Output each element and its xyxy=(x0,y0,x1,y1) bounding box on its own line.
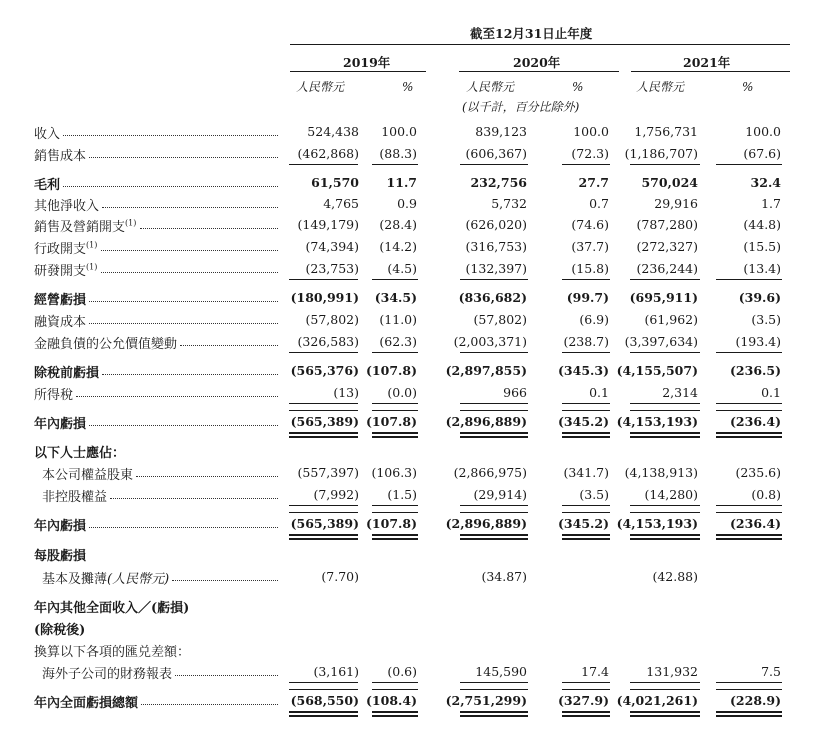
cell-value: (2,003,371) xyxy=(453,334,527,349)
total-rule xyxy=(630,410,700,411)
cell-value: (7.70) xyxy=(321,569,359,584)
total-rule xyxy=(289,164,358,165)
double-underline xyxy=(289,711,358,713)
cell-value: (3.5) xyxy=(579,487,609,502)
double-underline xyxy=(460,436,528,438)
cell-value: (565,389) xyxy=(290,516,359,531)
double-underline xyxy=(289,432,358,434)
total-rule xyxy=(630,512,700,513)
total-rule xyxy=(630,689,700,690)
cell-value: (13) xyxy=(333,385,359,400)
cell-value: (67.6) xyxy=(743,146,781,161)
row-label: 毛利 xyxy=(34,178,61,193)
cell-value: (72.3) xyxy=(571,146,609,161)
cell-value: (565,389) xyxy=(290,414,359,429)
dot-leader xyxy=(141,704,278,705)
cell-value: (0.0) xyxy=(387,385,417,400)
total-rule xyxy=(289,512,358,513)
cell-value: (14.2) xyxy=(379,239,417,254)
cell-value: (836,682) xyxy=(458,290,527,305)
dot-leader xyxy=(175,675,278,676)
total-rule xyxy=(460,164,528,165)
dot-leader xyxy=(89,157,278,158)
cell-value: (2,866,975) xyxy=(453,465,527,480)
row-label: 年內其他全面收入／(虧損) xyxy=(34,601,190,616)
row-label: 經營虧損 xyxy=(34,293,87,308)
cell-value: 966 xyxy=(503,385,527,400)
double-underline xyxy=(630,432,700,434)
cell-value: (39.6) xyxy=(738,290,781,305)
total-rule xyxy=(562,164,610,165)
total-rule xyxy=(460,410,528,411)
currency-2021: 人民幣元 xyxy=(636,80,685,94)
cell-value: (2,896,889) xyxy=(445,516,527,531)
cell-value: (106.3) xyxy=(371,465,417,480)
total-rule xyxy=(562,689,610,690)
cell-value: (4,021,261) xyxy=(616,693,698,708)
cell-value: (57,802) xyxy=(473,312,527,327)
cell-value: 29,916 xyxy=(654,196,698,211)
total-rule xyxy=(562,352,610,353)
cell-value: (4.5) xyxy=(387,261,417,276)
cell-value: 7.5 xyxy=(761,664,781,679)
cell-value: 524,438 xyxy=(307,124,359,139)
total-rule xyxy=(372,689,418,690)
cell-value: 0.1 xyxy=(589,385,609,400)
cell-value: (238.7) xyxy=(563,334,609,349)
cell-value: (236.4) xyxy=(730,516,781,531)
cell-value: 27.7 xyxy=(578,175,609,190)
row-label: 研發開支$^{(1)}$ xyxy=(34,262,98,279)
double-underline xyxy=(630,538,700,540)
total-rule xyxy=(372,512,418,513)
cell-value: (235.6) xyxy=(735,465,781,480)
period-header: 截至12月31日止年度 xyxy=(470,26,593,41)
double-underline xyxy=(630,436,700,438)
year-2021-rule xyxy=(631,71,790,72)
cell-value: (787,280) xyxy=(636,217,698,232)
double-underline xyxy=(562,436,610,438)
row-label: 年內虧損 xyxy=(34,519,87,534)
cell-value: (15.8) xyxy=(571,261,609,276)
label-unit: (人民幣元) xyxy=(107,572,170,587)
cell-value: (13.4) xyxy=(743,261,781,276)
total-rule xyxy=(460,403,528,404)
cell-value: (34.5) xyxy=(374,290,417,305)
total-rule xyxy=(460,352,528,353)
row-label: 年內全面虧損總額 xyxy=(34,696,139,711)
cell-value: 131,932 xyxy=(646,664,698,679)
double-underline xyxy=(372,432,418,434)
footnote-marker: (1) xyxy=(125,218,137,228)
cell-value: (626,020) xyxy=(465,217,527,232)
cell-value: (1.5) xyxy=(387,487,417,502)
cell-value: 100.0 xyxy=(381,124,417,139)
total-rule xyxy=(716,352,782,353)
cell-value: (29,914) xyxy=(473,487,527,502)
total-rule xyxy=(289,279,358,280)
cell-value: (345.3) xyxy=(558,363,609,378)
double-underline xyxy=(716,711,782,713)
cell-value: (61,962) xyxy=(644,312,698,327)
dot-leader xyxy=(89,425,278,426)
dot-leader xyxy=(172,580,278,581)
dot-leader xyxy=(102,374,278,375)
row-label: 收入 xyxy=(34,127,61,142)
row-label: 銷售成本 xyxy=(34,149,87,164)
total-rule xyxy=(716,164,782,165)
total-rule xyxy=(460,512,528,513)
dot-leader xyxy=(101,250,278,251)
total-rule xyxy=(289,689,358,690)
cell-value: (23,753) xyxy=(305,261,359,276)
cell-value: 232,756 xyxy=(470,175,527,190)
double-underline xyxy=(460,432,528,434)
cell-value: 839,123 xyxy=(475,124,527,139)
cell-value: (0.8) xyxy=(751,487,781,502)
double-underline xyxy=(372,534,418,536)
dot-leader xyxy=(180,345,278,346)
total-rule xyxy=(372,403,418,404)
cell-value: (57,802) xyxy=(305,312,359,327)
dot-leader xyxy=(136,476,278,477)
cell-value: (568,550) xyxy=(290,693,359,708)
total-rule xyxy=(562,410,610,411)
cell-value: 0.9 xyxy=(397,196,417,211)
row-label: 換算以下各項的匯兑差額： xyxy=(34,645,191,660)
total-rule xyxy=(289,410,358,411)
cell-value: (62.3) xyxy=(379,334,417,349)
total-rule xyxy=(716,689,782,690)
dot-leader xyxy=(140,228,278,229)
row-label: 金融負債的公允價值變動 xyxy=(34,337,178,352)
row-label: 年內虧損 xyxy=(34,417,87,432)
cell-value: (107.8) xyxy=(366,414,417,429)
total-rule xyxy=(372,164,418,165)
total-rule xyxy=(460,689,528,690)
cell-value: 570,024 xyxy=(641,175,698,190)
cell-value: (236.4) xyxy=(730,414,781,429)
percent-2020: % xyxy=(572,80,584,94)
year-2019-header: 2019年 xyxy=(343,55,391,70)
cell-value: (37.7) xyxy=(571,239,609,254)
year-2021-header: 2021年 xyxy=(683,55,731,70)
total-rule xyxy=(630,505,700,506)
cell-value: 5,732 xyxy=(491,196,527,211)
total-rule xyxy=(716,682,782,683)
cell-value: (74,394) xyxy=(305,239,359,254)
cell-value: (695,911) xyxy=(629,290,698,305)
double-underline xyxy=(562,715,610,717)
header-rule xyxy=(290,44,790,45)
cell-value: 100.0 xyxy=(573,124,609,139)
cell-value: (3.5) xyxy=(751,312,781,327)
double-underline xyxy=(460,711,528,713)
cell-value: (1,186,707) xyxy=(624,146,698,161)
cell-value: (326,583) xyxy=(297,334,359,349)
cell-value: (108.4) xyxy=(366,693,417,708)
cell-value: (228.9) xyxy=(730,693,781,708)
dot-leader xyxy=(76,396,278,397)
dot-leader xyxy=(63,135,278,136)
cell-value: (4,138,913) xyxy=(624,465,698,480)
cell-value: 4,765 xyxy=(323,196,359,211)
cell-value: (4,153,193) xyxy=(616,516,698,531)
dot-leader xyxy=(89,323,278,324)
total-rule xyxy=(716,512,782,513)
total-rule xyxy=(716,279,782,280)
cell-value: (88.3) xyxy=(379,146,417,161)
cell-value: (606,367) xyxy=(465,146,527,161)
cell-value: 32.4 xyxy=(750,175,781,190)
cell-value: (345.2) xyxy=(558,414,609,429)
total-rule xyxy=(460,279,528,280)
total-rule xyxy=(716,410,782,411)
dot-leader xyxy=(89,301,278,302)
row-label: 其他淨收入 xyxy=(34,199,100,214)
row-label: 融資成本 xyxy=(34,315,87,330)
total-rule xyxy=(716,403,782,404)
cell-value: 0.7 xyxy=(589,196,609,211)
cell-value: (42.88) xyxy=(652,569,698,584)
row-label: 除稅前虧損 xyxy=(34,366,100,381)
double-underline xyxy=(372,538,418,540)
row-label: (除稅後) xyxy=(34,623,86,638)
double-underline xyxy=(562,534,610,536)
total-rule xyxy=(289,505,358,506)
row-label: 非控股權益 xyxy=(42,490,108,505)
double-underline xyxy=(630,715,700,717)
cell-value: (462,868) xyxy=(297,146,359,161)
cell-value: 1.7 xyxy=(761,196,781,211)
double-underline xyxy=(716,715,782,717)
cell-value: (2,897,855) xyxy=(445,363,527,378)
total-rule xyxy=(562,403,610,404)
row-label: 行政開支$^{(1)}$ xyxy=(34,240,98,257)
double-underline xyxy=(289,534,358,536)
cell-value: (565,376) xyxy=(290,363,359,378)
cell-value: (99.7) xyxy=(566,290,609,305)
cell-value: (327.9) xyxy=(558,693,609,708)
year-2019-rule xyxy=(290,71,426,72)
cell-value: (2,751,299) xyxy=(445,693,527,708)
total-rule xyxy=(460,505,528,506)
cell-value: (3,161) xyxy=(313,664,359,679)
total-rule xyxy=(630,164,700,165)
cell-value: (6.9) xyxy=(579,312,609,327)
total-rule xyxy=(372,410,418,411)
total-rule xyxy=(562,682,610,683)
total-rule xyxy=(630,352,700,353)
cell-value: (2,896,889) xyxy=(445,414,527,429)
total-rule xyxy=(372,505,418,506)
total-rule xyxy=(372,352,418,353)
double-underline xyxy=(289,436,358,438)
double-underline xyxy=(372,436,418,438)
cell-value: 17.4 xyxy=(581,664,609,679)
cell-value: (4,153,193) xyxy=(616,414,698,429)
double-underline xyxy=(562,432,610,434)
cell-value: 145,590 xyxy=(475,664,527,679)
percent-2021: % xyxy=(742,80,754,94)
cell-value: (557,397) xyxy=(297,465,359,480)
row-label: 基本及攤薄(人民幣元) xyxy=(42,572,170,587)
cell-value: (0.6) xyxy=(387,664,417,679)
cell-value: (107.8) xyxy=(366,516,417,531)
cell-value: (3,397,634) xyxy=(624,334,698,349)
footnote-marker: (1) xyxy=(86,240,98,250)
double-underline xyxy=(716,432,782,434)
currency-2019: 人民幣元 xyxy=(296,80,345,94)
row-label: 銷售及營銷開支$^{(1)}$ xyxy=(34,218,137,235)
cell-value: (28.4) xyxy=(379,217,417,232)
dot-leader xyxy=(101,272,278,273)
total-rule xyxy=(289,403,358,404)
cell-value: (15.5) xyxy=(743,239,781,254)
currency-2020: 人民幣元 xyxy=(466,80,515,94)
double-underline xyxy=(562,538,610,540)
year-2020-header: 2020年 xyxy=(513,55,561,70)
percent-2019: % xyxy=(402,80,414,94)
cell-value: (14,280) xyxy=(644,487,698,502)
row-label: 本公司權益股東 xyxy=(42,468,134,483)
dot-leader xyxy=(102,207,278,208)
cell-value: 2,314 xyxy=(662,385,698,400)
double-underline xyxy=(716,534,782,536)
cell-value: (316,753) xyxy=(465,239,527,254)
cell-value: (4,155,507) xyxy=(616,363,698,378)
row-label: 以下人士應佔： xyxy=(34,446,126,461)
double-underline xyxy=(716,436,782,438)
year-2020-rule xyxy=(459,71,619,72)
total-rule xyxy=(372,682,418,683)
double-underline xyxy=(289,538,358,540)
double-underline xyxy=(630,711,700,713)
cell-value: (193.4) xyxy=(735,334,781,349)
dot-leader xyxy=(110,498,278,499)
cell-value: (132,397) xyxy=(465,261,527,276)
cell-value: 11.7 xyxy=(386,175,417,190)
cell-value: (180,991) xyxy=(290,290,359,305)
double-underline xyxy=(460,534,528,536)
cell-value: 61,570 xyxy=(311,175,359,190)
dot-leader xyxy=(63,186,278,187)
double-underline xyxy=(716,538,782,540)
row-label: 每股虧損 xyxy=(34,549,87,564)
double-underline xyxy=(630,534,700,536)
total-rule xyxy=(289,352,358,353)
double-underline xyxy=(372,711,418,713)
cell-value: (107.8) xyxy=(366,363,417,378)
double-underline xyxy=(460,538,528,540)
cell-value: 0.1 xyxy=(761,385,781,400)
cell-value: (236,244) xyxy=(636,261,698,276)
total-rule xyxy=(630,403,700,404)
double-underline xyxy=(289,715,358,717)
cell-value: (236.5) xyxy=(730,363,781,378)
cell-value: (11.0) xyxy=(379,312,417,327)
footnote-marker: (1) xyxy=(86,262,98,272)
double-underline xyxy=(460,715,528,717)
cell-value: (44.8) xyxy=(743,217,781,232)
unit-note: (以千計，百分比除外) xyxy=(462,100,580,114)
dot-leader xyxy=(89,527,278,528)
cell-value: (149,179) xyxy=(297,217,359,232)
cell-value: (74.6) xyxy=(571,217,609,232)
total-rule xyxy=(562,512,610,513)
total-rule xyxy=(630,682,700,683)
total-rule xyxy=(562,505,610,506)
total-rule xyxy=(562,279,610,280)
cell-value: (345.2) xyxy=(558,516,609,531)
cell-value: (7,992) xyxy=(313,487,359,502)
cell-value: (341.7) xyxy=(563,465,609,480)
total-rule xyxy=(460,682,528,683)
total-rule xyxy=(630,279,700,280)
double-underline xyxy=(372,715,418,717)
cell-value: 100.0 xyxy=(745,124,781,139)
cell-value: 1,756,731 xyxy=(634,124,698,139)
cell-value: (34.87) xyxy=(481,569,527,584)
total-rule xyxy=(716,505,782,506)
total-rule xyxy=(372,279,418,280)
row-label: 所得稅 xyxy=(34,388,74,403)
cell-value: (272,327) xyxy=(636,239,698,254)
row-label: 海外子公司的財務報表 xyxy=(42,667,173,682)
double-underline xyxy=(562,711,610,713)
total-rule xyxy=(289,682,358,683)
